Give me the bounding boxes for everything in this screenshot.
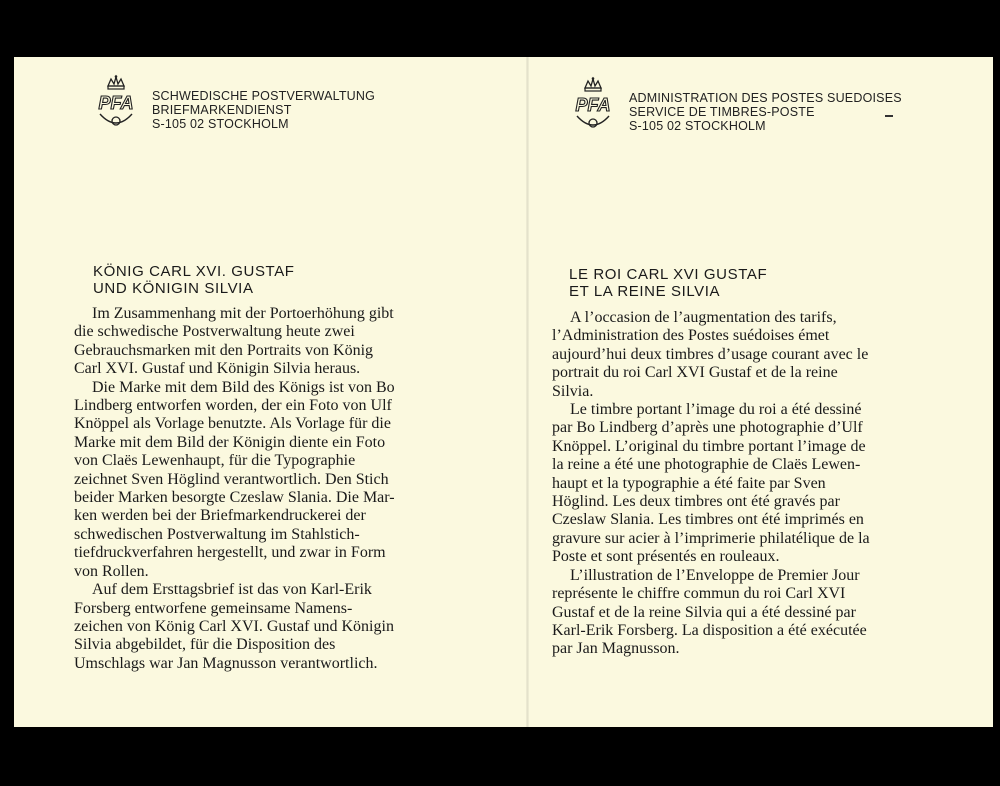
left-body xyxy=(74,305,395,673)
right-address xyxy=(629,76,902,133)
address-line: ADMINISTRATION DES POSTES SUEDOISES xyxy=(629,91,902,105)
right-title xyxy=(569,266,767,300)
text-line: Umschlags war Jan Magnusson verantwortlich. xyxy=(74,654,378,672)
text-line: Auf dem Ersttagsbrief ist das von Karl-Erik xyxy=(92,581,372,599)
text-line: A l’occasion de l’augmentation des tarifs, xyxy=(570,309,837,326)
logo-text: PFA xyxy=(575,95,611,115)
address-line: SERVICE DE TIMBRES-POSTE xyxy=(629,105,815,119)
left-header xyxy=(92,74,375,132)
right-body xyxy=(552,309,870,659)
left-title xyxy=(93,263,295,297)
center-fold xyxy=(526,57,529,727)
text-line: Karl-Erik Forsberg. La disposition a été exécutée xyxy=(552,621,867,639)
title-line: LE ROI CARL XVI GUSTAF xyxy=(569,266,768,283)
text-line: la reine a été une photographie de Claës Lewen- xyxy=(552,456,861,474)
text-line: l’Administration des Postes suédoises émet xyxy=(552,327,830,345)
text-line: Carl XVI. Gustaf und Königin Silvia heraus. xyxy=(74,360,361,378)
text-line: portrait du roi Carl XVI Gustaf et de la reine xyxy=(552,364,838,382)
text-line: Gebrauchsmarken mit den Portraits von König xyxy=(74,341,374,359)
text-line: Forsberg entworfene gemeinsame Namens- xyxy=(74,599,353,617)
paragraph xyxy=(552,309,870,401)
text-line: aujourd’hui deux timbres d’usage courant avec le xyxy=(552,345,869,363)
text-line: par Bo Lindberg d’après une photographie d’Ulf xyxy=(552,419,863,437)
paragraph xyxy=(74,305,395,379)
text-line: Le timbre portant l’image du roi a été dessiné xyxy=(570,401,862,419)
paragraph xyxy=(552,401,870,567)
address-line: S-105 02 STOCKHOLM xyxy=(629,119,766,133)
text-line: par Jan Magnusson. xyxy=(552,640,680,658)
text-line: Silvia abgebildet, für die Disposition des xyxy=(74,636,336,654)
text-line: Knöppel als Vorlage benutzte. Als Vorlage für die xyxy=(74,415,391,433)
text-line: Marke mit dem Bild der Königin diente ein Foto xyxy=(74,433,386,451)
text-line: schwedischen Postverwaltung im Stahlstich- xyxy=(74,525,360,543)
text-line: représente le chiffre commun du roi Carl XVI xyxy=(552,585,846,603)
title-line: KÖNIG CARL XVI. GUSTAF xyxy=(93,263,295,280)
title-line: UND KÖNIGIN SILVIA xyxy=(93,280,254,297)
paragraph xyxy=(74,379,395,581)
pfa-logo-icon xyxy=(569,76,617,134)
text-line: Knöppel. L’original du timbre portant l’image de xyxy=(552,437,866,455)
text-line: Gustaf et de la reine Silvia qui a été dessiné par xyxy=(552,603,856,621)
text-line: zeichen von König Carl XVI. Gustaf und Königin xyxy=(74,617,394,635)
text-line: zeichnet Sven Höglind verantwortlich. Den Stich xyxy=(74,470,389,488)
text-line: Poste et sont présentés en rouleaux. xyxy=(552,548,780,566)
text-line: von Claës Lewenhaupt, für die Typographie xyxy=(74,452,356,470)
address-line: SCHWEDISCHE POSTVERWALTUNG xyxy=(152,89,376,103)
address-line: BRIEFMARKENDIENST xyxy=(152,103,292,117)
text-line: Silvia. xyxy=(552,382,594,400)
paragraph xyxy=(74,581,395,673)
title-line: ET LA REINE SILVIA xyxy=(569,283,721,300)
text-line: die schwedische Postverwaltung heute zwei xyxy=(74,323,355,341)
text-line: beider Marken besorgte Czeslaw Slania. Die Mar- xyxy=(74,489,395,507)
text-line: gravure sur acier à l’imprimerie philatélique de la xyxy=(552,529,870,547)
text-line: ken werden bei der Briefmarkendruckerei der xyxy=(74,507,366,525)
right-header xyxy=(569,76,902,134)
left-address xyxy=(152,74,375,131)
text-line: Höglind. Les deux timbres ont été gravés par xyxy=(552,493,840,511)
text-line: von Rollen. xyxy=(74,562,149,580)
pfa-logo-icon xyxy=(92,74,140,132)
logo-text: PFA xyxy=(98,93,134,113)
paragraph xyxy=(552,567,870,659)
text-line: tiefdruckverfahren hergestellt, und zwar in Form xyxy=(74,544,386,562)
address-line: S-105 02 STOCKHOLM xyxy=(152,117,289,131)
text-line: L’illustration de l’Enveloppe de Premier Jour xyxy=(570,566,860,584)
text-line: Im Zusammenhang mit der Portoerhöhung gibt xyxy=(92,305,394,322)
text-line: Die Marke mit dem Bild des Königs ist von Bo xyxy=(92,378,395,396)
text-line: Czeslaw Slania. Les timbres ont été imprimés en xyxy=(552,511,864,529)
text-line: haupt et la typographie a été faite par Sven xyxy=(552,474,826,492)
stray-mark xyxy=(885,115,893,117)
text-line: Lindberg entworfen worden, der ein Foto von Ulf xyxy=(74,397,392,415)
